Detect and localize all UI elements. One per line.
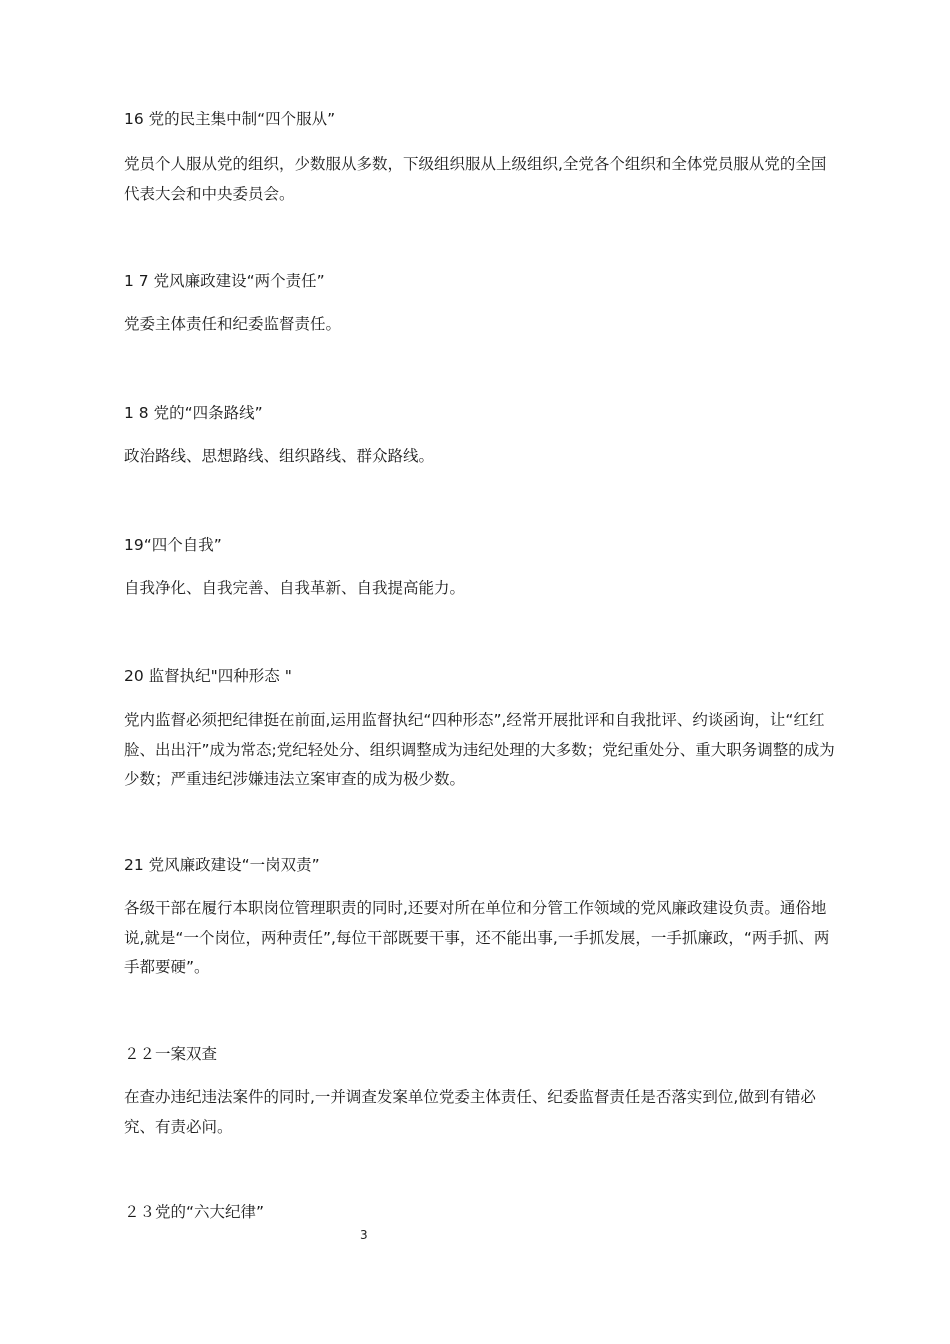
page-number: 3 xyxy=(360,1228,368,1242)
section-19-body: 自我净化、自我完善、自我革新、自我提高能力。 xyxy=(124,579,466,597)
section-22-body: 在查办违纪违法案件的同时,一并调查发案单位党委主体责任、纪委监督责任是否落实到位,做到有错必究、有责必问。 xyxy=(124,1088,816,1136)
section-21-body: 各级干部在履行本职岗位管理职责的同时,还要对所在单位和分管工作领域的党风廉政建设负责。通俗地说,就是“一个岗位，两种责任”,每位干部既要干事，还不能出事,一手抓发展，一手抓廉政，“两手抓、两手都要硬”。 xyxy=(124,899,830,976)
section-18-body: 政治路线、思想路线、组织路线、群众路线。 xyxy=(124,447,435,465)
section-23-heading: ２３党的“六大纪律” xyxy=(124,1203,265,1221)
section-16-heading: 16 党的民主集中制“四个服从” xyxy=(124,110,336,128)
section-20-heading: 20 监督执纪"四种形态 " xyxy=(124,667,292,685)
section-17-body: 党委主体责任和纪委监督责任。 xyxy=(124,315,342,333)
section-20-body: 党内监督必须把纪律挺在前面,运用监督执纪“四种形态”,经常开展批评和自我批评、约谈函询，让“红红脸、出出汗”成为常态;党纪轻处分、组织调整成为违纪处理的大多数；党纪重处分、重大职务调整的成为少数；严重违纪涉嫌违法立案审查的成为极少数。 xyxy=(124,711,835,788)
section-19-heading: 19“四个自我” xyxy=(124,536,222,554)
section-21-heading: 21 党风廉政建设“一岗双责” xyxy=(124,856,320,874)
section-18-heading: 1 8 党的“四条路线” xyxy=(124,404,263,422)
section-22-heading: ２２一案双查 xyxy=(124,1045,218,1063)
section-16-body: 党员个人服从党的组织，少数服从多数，下级组织服从上级组织,全党各个组织和全体党员服从党的全国代表大会和中央委员会。 xyxy=(124,155,827,203)
section-17-heading: 1 7 党风廉政建设“两个责任” xyxy=(124,272,325,290)
